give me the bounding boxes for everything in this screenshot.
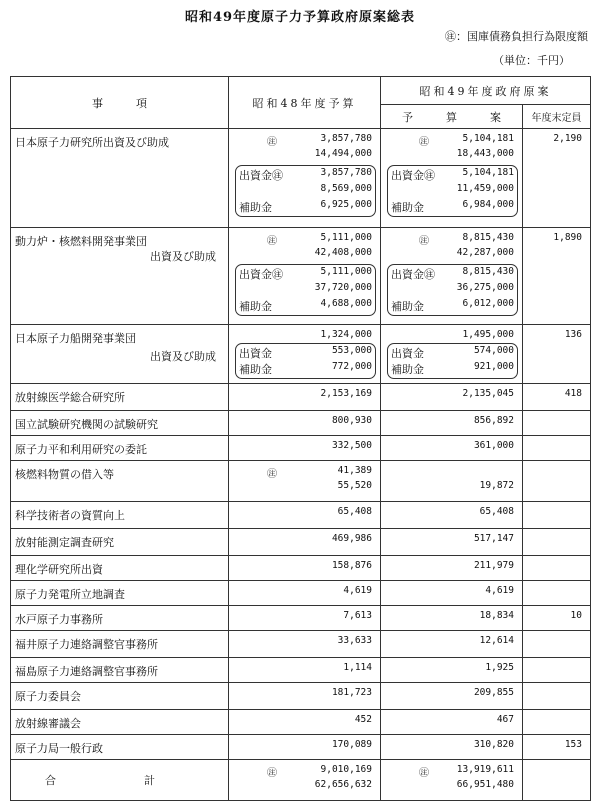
fy49-detail-value: 6,984,000 [462, 199, 514, 210]
item-cell-wrap [11, 683, 228, 709]
staff-cell-wrap [523, 631, 590, 657]
fy49-detail-label: 補助金 [391, 300, 424, 313]
fy49-value: 4,619 [485, 585, 514, 596]
fy48-value: 65,408 [337, 506, 372, 517]
fy48-cell-wrap [229, 384, 380, 410]
header-fy49-group-label: 昭和49年度政府原案 [419, 84, 552, 98]
fy49-cell [381, 228, 523, 325]
fy48-value: 7,613 [343, 610, 372, 621]
fy49-value: 211,979 [473, 560, 514, 571]
staff-cell-wrap [523, 228, 590, 324]
fy48-cell-wrap [229, 581, 380, 605]
item-cell-wrap [11, 411, 228, 435]
fy48-value: 469,986 [331, 533, 372, 544]
item-cell-wrap [11, 581, 228, 605]
fy49-detail-value: 921,000 [473, 361, 514, 372]
staff-cell [523, 461, 591, 502]
staff-cell [523, 411, 591, 436]
item-cell-wrap [11, 710, 228, 734]
item-cell [11, 411, 229, 436]
table-row [11, 658, 591, 683]
staff-cell-wrap [523, 436, 590, 460]
fy49-detail-value: 11,459,000 [456, 183, 514, 194]
table-row [11, 436, 591, 461]
header-fy49-group [381, 77, 591, 105]
header-item [11, 77, 229, 129]
fy49-value: 467 [496, 714, 514, 725]
item-cell-wrap [11, 384, 228, 410]
table-row [11, 502, 591, 529]
total-fy48-cell-wrap [229, 760, 380, 800]
staff-value: 418 [564, 388, 582, 399]
fy49-cell [381, 631, 523, 658]
fy48-detail-label: 出資金㊟ [239, 268, 283, 281]
fy48-cell-wrap [229, 556, 380, 580]
fy48-cell-wrap [229, 325, 380, 383]
staff-cell [523, 529, 591, 556]
fy48-cell [229, 411, 381, 436]
staff-cell-wrap [523, 581, 590, 605]
staff-cell [523, 710, 591, 735]
fy48-cell [229, 384, 381, 411]
item-name: 福井原子力連絡調整官事務所 [15, 638, 158, 651]
header-item-label: 事 項 [92, 96, 147, 110]
item-name-sub: 出資及び助成 [150, 350, 216, 363]
fy49-cell [381, 384, 523, 411]
fy48-cell [229, 556, 381, 581]
total-fy48-value: 62,656,632 [314, 779, 372, 790]
fy49-cell [381, 129, 523, 228]
fy49-cell-wrap [381, 129, 522, 227]
item-cell [11, 461, 229, 502]
item-name-sub: 出資及び助成 [150, 250, 216, 263]
fy49-cell-wrap [381, 735, 522, 759]
item-cell [11, 581, 229, 606]
fy48-detail-label: 出資金 [239, 347, 272, 360]
fy49-value: 310,820 [473, 739, 514, 750]
fy49-value: 19,872 [479, 480, 514, 491]
staff-cell-wrap [523, 606, 590, 630]
total-fy49-value: 13,919,611 [456, 764, 514, 775]
item-name: 核燃料物質の借入等 [15, 468, 114, 481]
fy48-value: 1,324,000 [320, 329, 372, 340]
fy49-value: 18,834 [479, 610, 514, 621]
item-cell [11, 631, 229, 658]
fy49-value: 517,147 [473, 533, 514, 544]
fy48-cell-wrap [229, 710, 380, 734]
fy49-cell [381, 461, 523, 502]
fy49-cell-wrap [381, 581, 522, 605]
fy49-detail-label: 出資金 [391, 347, 424, 360]
staff-cell [523, 631, 591, 658]
fy49-detail-value: 6,012,000 [462, 298, 514, 309]
fy48-value: 158,876 [331, 560, 372, 571]
item-name: 動力炉・核燃料開発事業団 [15, 235, 147, 248]
fy48-value: 42,408,000 [314, 247, 372, 258]
item-cell [11, 606, 229, 631]
fy48-value: 41,389 [337, 465, 372, 476]
fy49-cell-wrap [381, 710, 522, 734]
item-cell [11, 710, 229, 735]
item-name: 日本原子力研究所出資及び助成 [15, 136, 169, 149]
item-cell-wrap [11, 129, 228, 227]
fy49-value: 1,925 [485, 662, 514, 673]
staff-cell-wrap [523, 556, 590, 580]
total-row [11, 760, 591, 801]
fy49-cell [381, 683, 523, 710]
item-cell [11, 228, 229, 325]
fy48-cell [229, 606, 381, 631]
fy49-value: 5,104,181 [462, 133, 514, 144]
item-cell [11, 556, 229, 581]
item-cell-wrap [11, 502, 228, 528]
staff-cell-wrap [523, 683, 590, 709]
table-row [11, 325, 591, 384]
item-name: 放射線審議会 [15, 717, 81, 730]
table-row [11, 129, 591, 228]
fy48-detail-label: 出資金㊟ [239, 169, 283, 182]
fy48-cell [229, 581, 381, 606]
item-name: 原子力平和利用研究の委託 [15, 443, 147, 456]
fy48-cell-wrap [229, 631, 380, 657]
fy48-value: 181,723 [331, 687, 372, 698]
staff-cell [523, 228, 591, 325]
fy48-detail-value: 4,688,000 [320, 298, 372, 309]
fy48-debt-mark: ㊟ [267, 469, 277, 480]
fy48-cell-wrap [229, 735, 380, 759]
fy48-cell [229, 325, 381, 384]
staff-cell [523, 384, 591, 411]
item-cell-wrap [11, 461, 228, 501]
fy49-cell-wrap [381, 436, 522, 460]
fy48-cell [229, 461, 381, 502]
fy49-cell-wrap [381, 384, 522, 410]
total-fy49-debt-mark: ㊟ [419, 768, 429, 779]
item-cell [11, 384, 229, 411]
item-cell [11, 735, 229, 760]
staff-cell-wrap [523, 384, 590, 410]
fy48-value: 332,500 [331, 440, 372, 451]
fy48-value: 4,619 [343, 585, 372, 596]
fy49-cell-wrap [381, 228, 522, 324]
fy48-cell-wrap [229, 461, 380, 501]
fy49-cell-wrap [381, 502, 522, 528]
fy48-detail-value: 37,720,000 [314, 282, 372, 293]
fy49-value: 18,443,000 [456, 148, 514, 159]
fy48-cell [229, 502, 381, 529]
fy48-cell [229, 228, 381, 325]
staff-value: 2,190 [553, 133, 582, 144]
fy49-value: 361,000 [473, 440, 514, 451]
budget-table [10, 76, 591, 801]
table-row [11, 581, 591, 606]
header-fy48-label: 昭和48年度予算 [252, 96, 357, 110]
fy48-value: 5,111,000 [320, 232, 372, 243]
fy48-cell [229, 735, 381, 760]
fy49-cell-wrap [381, 461, 522, 501]
fy49-detail-value: 5,104,181 [462, 167, 514, 178]
fy48-cell [229, 129, 381, 228]
fy49-cell [381, 606, 523, 631]
table-row [11, 384, 591, 411]
fy49-value: 8,815,430 [462, 232, 514, 243]
staff-cell-wrap [523, 502, 590, 528]
total-fy49-value: 66,951,480 [456, 779, 514, 790]
fy49-debt-mark: ㊟ [419, 137, 429, 148]
fy48-value: 14,494,000 [314, 148, 372, 159]
fy49-cell [381, 502, 523, 529]
staff-cell-wrap [523, 325, 590, 383]
fy48-detail-value: 8,569,000 [320, 183, 372, 194]
total-fy48-debt-mark: ㊟ [267, 768, 277, 779]
fy48-value: 800,930 [331, 415, 372, 426]
table-row [11, 683, 591, 710]
table-row [11, 710, 591, 735]
total-fy49-cell-wrap [381, 760, 522, 800]
fy49-cell-wrap [381, 529, 522, 555]
staff-cell [523, 502, 591, 529]
fy49-detail-label: 出資金㊟ [391, 169, 435, 182]
fy48-cell-wrap [229, 658, 380, 682]
fy49-cell [381, 735, 523, 760]
table-row [11, 606, 591, 631]
table-row [11, 461, 591, 502]
fy48-value: 55,520 [337, 480, 372, 491]
fy48-cell-wrap [229, 436, 380, 460]
staff-cell [523, 325, 591, 384]
staff-cell [523, 436, 591, 461]
table-row [11, 529, 591, 556]
fy48-cell-wrap [229, 529, 380, 555]
fy48-detail-value: 3,857,780 [320, 167, 372, 178]
item-name: 科学技術者の資質向上 [15, 509, 125, 522]
fy48-cell [229, 631, 381, 658]
fy48-cell [229, 658, 381, 683]
item-cell [11, 129, 229, 228]
item-name: 放射線医学総合研究所 [15, 391, 125, 404]
item-cell [11, 436, 229, 461]
fy48-detail-label: 補助金 [239, 300, 272, 313]
staff-cell-wrap [523, 735, 590, 759]
fy49-detail-label: 出資金㊟ [391, 268, 435, 281]
document-title: 昭和49年度原子力予算政府原案総表 [184, 10, 416, 25]
staff-cell [523, 129, 591, 228]
item-name: 日本原子力船開発事業団 [15, 332, 136, 345]
total-fy49-cell [381, 760, 523, 801]
fy48-cell [229, 710, 381, 735]
item-cell-wrap [11, 436, 228, 460]
table-row [11, 411, 591, 436]
fy49-detail-value: 8,815,430 [462, 266, 514, 277]
fy49-cell-wrap [381, 683, 522, 709]
item-cell-wrap [11, 228, 228, 324]
item-cell [11, 325, 229, 384]
fy49-cell-wrap [381, 631, 522, 657]
item-name: 理化学研究所出資 [15, 563, 103, 576]
item-cell-wrap [11, 735, 228, 759]
fy48-detail-value: 5,111,000 [320, 266, 372, 277]
fy49-debt-mark: ㊟ [419, 236, 429, 247]
total-staff-cell [523, 760, 591, 801]
fy49-value: 856,892 [473, 415, 514, 426]
fy49-cell [381, 581, 523, 606]
fy49-cell [381, 411, 523, 436]
header-staff [523, 105, 591, 129]
header-fy49-label: 予 算 案 [402, 110, 501, 124]
item-cell [11, 529, 229, 556]
header-fy49 [381, 105, 523, 129]
staff-value: 10 [570, 610, 582, 621]
fy49-cell [381, 710, 523, 735]
unit-label: （単位：千円） [493, 54, 570, 67]
fy49-cell [381, 325, 523, 384]
table-row [11, 228, 591, 325]
fy48-detail-value: 553,000 [331, 345, 372, 356]
staff-cell [523, 683, 591, 710]
fy48-cell [229, 436, 381, 461]
staff-cell-wrap [523, 529, 590, 555]
fy48-cell-wrap [229, 683, 380, 709]
fy48-detail-value: 6,925,000 [320, 199, 372, 210]
table-row [11, 631, 591, 658]
item-cell-wrap [11, 606, 228, 630]
fy49-detail-label: 補助金 [391, 363, 424, 376]
table-row [11, 556, 591, 581]
staff-cell [523, 735, 591, 760]
item-name: 原子力委員会 [15, 690, 81, 703]
fy49-cell [381, 556, 523, 581]
item-name: 原子力発電所立地調査 [15, 588, 125, 601]
total-fy48-value: 9,010,169 [320, 764, 372, 775]
fy49-value: 1,495,000 [462, 329, 514, 340]
fy49-value: 209,855 [473, 687, 514, 698]
fy48-cell [229, 683, 381, 710]
fy49-cell-wrap [381, 556, 522, 580]
fy48-cell-wrap [229, 411, 380, 435]
fy49-cell-wrap [381, 606, 522, 630]
fy49-detail-value: 36,275,000 [456, 282, 514, 293]
item-name: 国立試験研究機関の試験研究 [15, 418, 158, 431]
staff-cell-wrap [523, 129, 590, 227]
item-cell [11, 658, 229, 683]
total-fy48-cell [229, 760, 381, 801]
staff-cell [523, 606, 591, 631]
staff-cell-wrap [523, 710, 590, 734]
fy48-value: 3,857,780 [320, 133, 372, 144]
staff-cell-wrap [523, 658, 590, 682]
staff-value: 1,890 [553, 232, 582, 243]
item-name: 原子力局一般行政 [15, 742, 103, 755]
fy49-value: 2,135,045 [462, 388, 514, 399]
header-fy48 [229, 77, 381, 129]
item-cell-wrap [11, 556, 228, 580]
fy49-cell-wrap [381, 658, 522, 682]
staff-cell [523, 556, 591, 581]
fy48-value: 1,114 [343, 662, 372, 673]
item-cell [11, 683, 229, 710]
fy48-value: 33,633 [337, 635, 372, 646]
fy48-detail-label: 補助金 [239, 363, 272, 376]
fy49-value: 12,614 [479, 635, 514, 646]
staff-cell [523, 581, 591, 606]
fy48-value: 2,153,169 [320, 388, 372, 399]
item-name: 放射能測定調査研究 [15, 536, 114, 549]
fy49-cell [381, 658, 523, 683]
fy48-debt-mark: ㊟ [267, 137, 277, 148]
item-cell-wrap [11, 529, 228, 555]
fy48-value: 452 [354, 714, 372, 725]
fy48-cell-wrap [229, 228, 380, 324]
fy49-value: 42,287,000 [456, 247, 514, 258]
item-name: 水戸原子力事務所 [15, 613, 103, 626]
fy48-cell [229, 529, 381, 556]
staff-value: 153 [564, 739, 582, 750]
fy49-cell [381, 436, 523, 461]
staff-cell [523, 658, 591, 683]
fy48-value: 170,089 [331, 739, 372, 750]
fy48-detail-value: 772,000 [331, 361, 372, 372]
note: ㊟：国庫債務負担行為限度額 [445, 30, 588, 43]
total-label-cell [11, 760, 229, 801]
fy49-cell [381, 529, 523, 556]
fy49-cell-wrap [381, 411, 522, 435]
table-row [11, 735, 591, 760]
fy48-cell-wrap [229, 129, 380, 227]
header-staff-label: 年度末定員 [531, 113, 582, 124]
staff-cell-wrap [523, 411, 590, 435]
fy49-detail-value: 574,000 [473, 345, 514, 356]
fy48-detail-label: 補助金 [239, 201, 272, 214]
fy49-detail-label: 補助金 [391, 201, 424, 214]
fy48-cell-wrap [229, 606, 380, 630]
item-cell-wrap [11, 658, 228, 682]
item-cell [11, 502, 229, 529]
item-name: 福島原子力連絡調整官事務所 [15, 665, 158, 678]
staff-cell-wrap [523, 461, 590, 501]
item-cell-wrap [11, 325, 228, 383]
fy49-cell-wrap [381, 325, 522, 383]
staff-value: 136 [564, 329, 582, 340]
fy49-value: 65,408 [479, 506, 514, 517]
total-label: 合 計 [45, 774, 155, 787]
total-label-wrap [11, 760, 228, 800]
fy48-debt-mark: ㊟ [267, 236, 277, 247]
item-cell-wrap [11, 631, 228, 657]
fy48-cell-wrap [229, 502, 380, 528]
